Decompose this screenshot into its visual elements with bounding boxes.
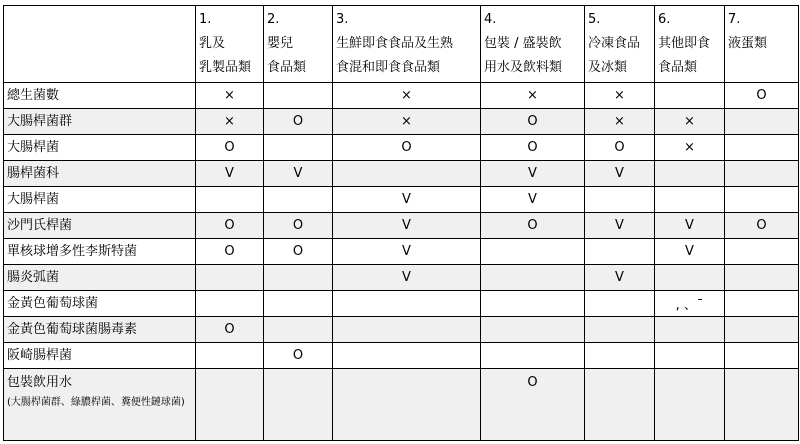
col-title-line2: 乳製品類 [199,60,252,75]
col-title-line1: 乳及 [199,36,226,51]
mark-cell [725,187,799,213]
table-row [4,343,799,369]
row-label-cell [4,239,196,265]
row-label-cell [4,265,196,291]
mark-cell: O [264,213,333,239]
col-number: 2. [267,12,280,27]
mark-cell [196,369,264,441]
mark-cell: × [196,83,264,109]
mark-cell: × [585,83,655,109]
mark-cell [264,291,333,317]
mark-cell [655,317,725,343]
mark-cell [585,369,655,441]
header-col-4 [481,6,585,83]
mark-cell: O [196,239,264,265]
mark-cell [725,369,799,441]
mark-cell [725,317,799,343]
mark-cell [655,343,725,369]
header-col-7 [725,6,799,83]
table-row [4,161,799,187]
table-row [4,239,799,265]
row-label: 大腸桿菌群 [7,113,73,129]
mark-cell: V [655,213,725,239]
mark-cell [585,317,655,343]
row-label: 沙門氏桿菌 [7,217,73,233]
row-label: 金黃色葡萄球菌 [7,295,99,311]
mark-cell: V [655,239,725,265]
row-label: 總生菌數 [7,87,60,103]
mark-cell [264,83,333,109]
col-title-line1: 包裝 / 盛裝飲 [484,36,562,51]
mark-cell: O [481,135,585,161]
mark-cell: O [264,343,333,369]
mark-cell [725,161,799,187]
mark-cell: × [333,83,481,109]
mark-cell [481,291,585,317]
mark-cell: V [585,213,655,239]
mark-cell [333,291,481,317]
mark-cell: × [585,109,655,135]
mark-cell: O [264,239,333,265]
header-row [4,6,799,83]
col-title-line1: 其他即食 [658,36,711,51]
mark-cell: , 、ˉ [655,291,725,317]
mark-cell [333,317,481,343]
table-row [4,109,799,135]
mark-cell [264,317,333,343]
row-label-cell [4,161,196,187]
mark-cell: O [196,135,264,161]
mark-cell [481,265,585,291]
table-row [4,317,799,343]
col-title-line1: 冷凍食品 [588,36,641,51]
col-title-line1: 液蛋類 [728,36,768,51]
col-title-line2: 食品類 [267,60,307,75]
mark-cell [585,239,655,265]
col-title-line2: 及冰類 [588,60,628,75]
row-label-cell [4,135,196,161]
mark-cell: O [725,213,799,239]
col-title-line1: 嬰兒 [267,36,294,51]
row-label: 阪崎腸桿菌 [7,347,73,363]
header-col-6 [655,6,725,83]
mark-cell [264,265,333,291]
row-label: 包裝飲用水 [7,375,73,390]
row-label: 腸炎弧菌 [7,269,60,285]
mark-cell: × [333,109,481,135]
col-number: 5. [588,12,601,27]
row-label-cell [4,291,196,317]
row-label: 腸桿菌科 [7,165,60,181]
row-label-cell [4,83,196,109]
table-row [4,369,799,441]
mark-cell: × [655,109,725,135]
mark-cell: O [333,135,481,161]
mark-cell: O [481,213,585,239]
mark-cell [655,369,725,441]
mark-cell: O [481,369,585,441]
table-row [4,83,799,109]
col-title-line2: 食混和即食食品類 [336,60,441,75]
mark-cell [585,291,655,317]
mark-cell: V [196,161,264,187]
mark-cell [725,265,799,291]
mark-cell: × [196,109,264,135]
mark-cell [481,239,585,265]
header-col-1 [196,6,264,83]
col-title-line2: 用水及飲料類 [484,60,563,75]
row-label-cell [4,187,196,213]
row-label: 大腸桿菌 [7,191,60,207]
table-row [4,265,799,291]
header-corner [4,6,196,83]
mark-cell: V [333,213,481,239]
mark-cell: V [333,265,481,291]
mark-cell [725,135,799,161]
mark-cell: V [481,161,585,187]
mark-cell [655,187,725,213]
header-col-3 [333,6,481,83]
mark-cell: V [481,187,585,213]
mark-cell [725,291,799,317]
mark-cell: O [264,109,333,135]
mark-cell: V [333,187,481,213]
mark-cell: O [481,109,585,135]
mark-cell: V [333,239,481,265]
mark-cell [333,161,481,187]
row-label-cell [4,343,196,369]
mark-cell: × [655,135,725,161]
mark-cell [264,135,333,161]
row-label: 單核球增多性李斯特菌 [7,243,138,259]
mark-cell [725,343,799,369]
col-number: 3. [336,12,349,27]
col-number: 1. [199,12,212,27]
mark-cell [481,317,585,343]
mark-cell: O [725,83,799,109]
col-number: 6. [658,12,671,27]
row-label-cell [4,369,196,441]
mark-cell [333,343,481,369]
mark-cell: O [585,135,655,161]
mark-cell: V [585,265,655,291]
mark-cell [196,343,264,369]
col-title-line2 [728,56,795,80]
table-row [4,135,799,161]
header-col-5 [585,6,655,83]
row-sublabel: (大腸桿菌群、綠膿桿菌、糞便性鏈球菌) [7,397,185,408]
mark-cell [585,187,655,213]
mark-cell [655,83,725,109]
table-row [4,187,799,213]
mark-cell: O [196,317,264,343]
mark-cell [196,291,264,317]
mark-cell [725,109,799,135]
mark-cell [264,187,333,213]
mark-cell [333,369,481,441]
table-row [4,291,799,317]
table-row [4,213,799,239]
header-col-2 [264,6,333,83]
row-label-cell [4,109,196,135]
mark-cell: V [264,161,333,187]
mark-cell [196,187,264,213]
col-number: 7. [728,12,741,27]
mark-cell [196,265,264,291]
mark-cell [585,343,655,369]
bacteria-standards-table [3,5,799,441]
mark-cell: V [585,161,655,187]
mark-cell: O [196,213,264,239]
mark-cell: × [481,83,585,109]
mark-cell [725,239,799,265]
row-label-cell [4,317,196,343]
row-label: 大腸桿菌 [7,139,60,155]
mark-cell [655,265,725,291]
table-body [4,83,799,441]
col-title-line1: 生鮮即食食品及生熟 [336,36,454,51]
mark-cell [481,343,585,369]
mark-cell [264,369,333,441]
col-number: 4. [484,12,497,27]
row-label: 金黃色葡萄球菌腸毒素 [7,321,138,337]
col-title-line2: 食品類 [658,60,698,75]
row-label-cell [4,213,196,239]
mark-cell [655,161,725,187]
